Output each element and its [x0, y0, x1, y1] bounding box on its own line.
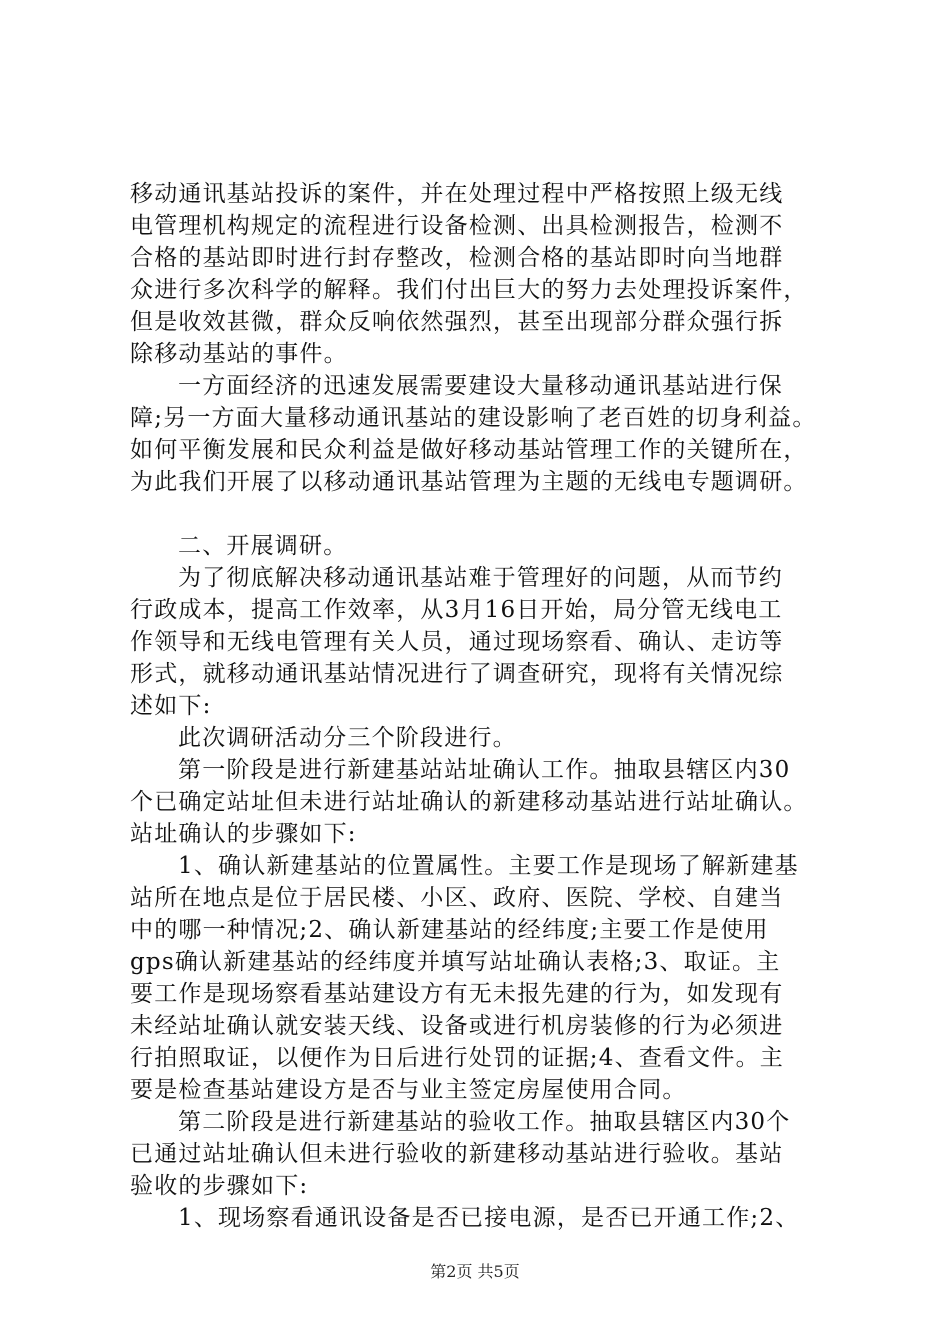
body-line: 个已确定站址但未进行站址确认的新建移动基站进行站址确认。: [130, 789, 808, 815]
page-number-footer: 第2页 共5页: [430, 1262, 520, 1281]
body-line: 但是收效甚微，群众反响依然强烈，甚至出现部分群众强行拆: [130, 309, 784, 335]
body-line: 述如下:: [130, 693, 212, 719]
body-line: 第二阶段是进行新建基站的验收工作。抽取县辖区内30个: [178, 1109, 791, 1135]
body-line: 中的哪一种情况;2、确认新建基站的经纬度;主要工作是使用: [130, 917, 769, 943]
body-line: 障;另一方面大量移动通讯基站的建设影响了老百姓的切身利益。: [130, 405, 817, 431]
body-line: 已通过站址确认但未进行验收的新建移动基站进行验收。基站: [130, 1141, 784, 1167]
body-line: 行政成本，提高工作效率，从3月16日开始，局分管无线电工: [130, 597, 783, 623]
body-line: gps确认新建基站的经纬度并填写站址确认表格;3、取证。主: [130, 949, 781, 975]
body-line: 为此我们开展了以移动通讯基站管理为主题的无线电专题调研。: [130, 469, 808, 495]
body-line: 作领导和无线电管理有关人员，通过现场察看、确认、走访等: [130, 629, 784, 655]
body-line: 要工作是现场察看基站建设方有无未报先建的行为，如发现有: [130, 981, 784, 1007]
body-line: 1、确认新建基站的位置属性。主要工作是现场了解新建基: [178, 853, 799, 879]
body-line: 验收的步骤如下:: [130, 1173, 309, 1199]
section-heading: 二、开展调研。: [178, 533, 348, 559]
body-line: 形式，就移动通讯基站情况进行了调查研究，现将有关情况综: [130, 661, 784, 687]
body-line: 要是检查基站建设方是否与业主签定房屋使用合同。: [130, 1077, 687, 1103]
body-line: 除移动基站的事件。: [130, 341, 348, 367]
body-line: 一方面经济的迅速发展需要建设大量移动通讯基站进行保: [178, 373, 783, 399]
body-line: 电管理机构规定的流程进行设备检测、出具检测报告，检测不: [130, 213, 784, 239]
body-line: 站址确认的步骤如下:: [130, 821, 357, 847]
body-line: 众进行多次科学的解释。我们付出巨大的努力去处理投诉案件，: [130, 277, 808, 303]
body-line: 站所在地点是位于居民楼、小区、政府、医院、学校、自建当: [130, 885, 784, 911]
body-line: 1、现场察看通讯设备是否已接电源，是否已开通工作;2、: [178, 1205, 800, 1231]
body-line: 移动通讯基站投诉的案件，并在处理过程中严格按照上级无线: [130, 181, 784, 207]
body-line: 此次调研活动分三个阶段进行。: [178, 725, 517, 751]
body-line: 第一阶段是进行新建基站站址确认工作。抽取县辖区内30: [178, 757, 791, 783]
body-line: 为了彻底解决移动通讯基站难于管理好的问题，从而节约: [178, 565, 783, 591]
body-line: 如何平衡发展和民众利益是做好移动基站管理工作的关键所在，: [130, 437, 808, 463]
body-line: 合格的基站即时进行封存整改，检测合格的基站即时向当地群: [130, 245, 784, 271]
body-line: 行拍照取证，以便作为日后进行处罚的证据;4、查看文件。主: [130, 1045, 784, 1071]
body-line: 未经站址确认就安装天线、设备或进行机房装修的行为必须进: [130, 1013, 784, 1039]
